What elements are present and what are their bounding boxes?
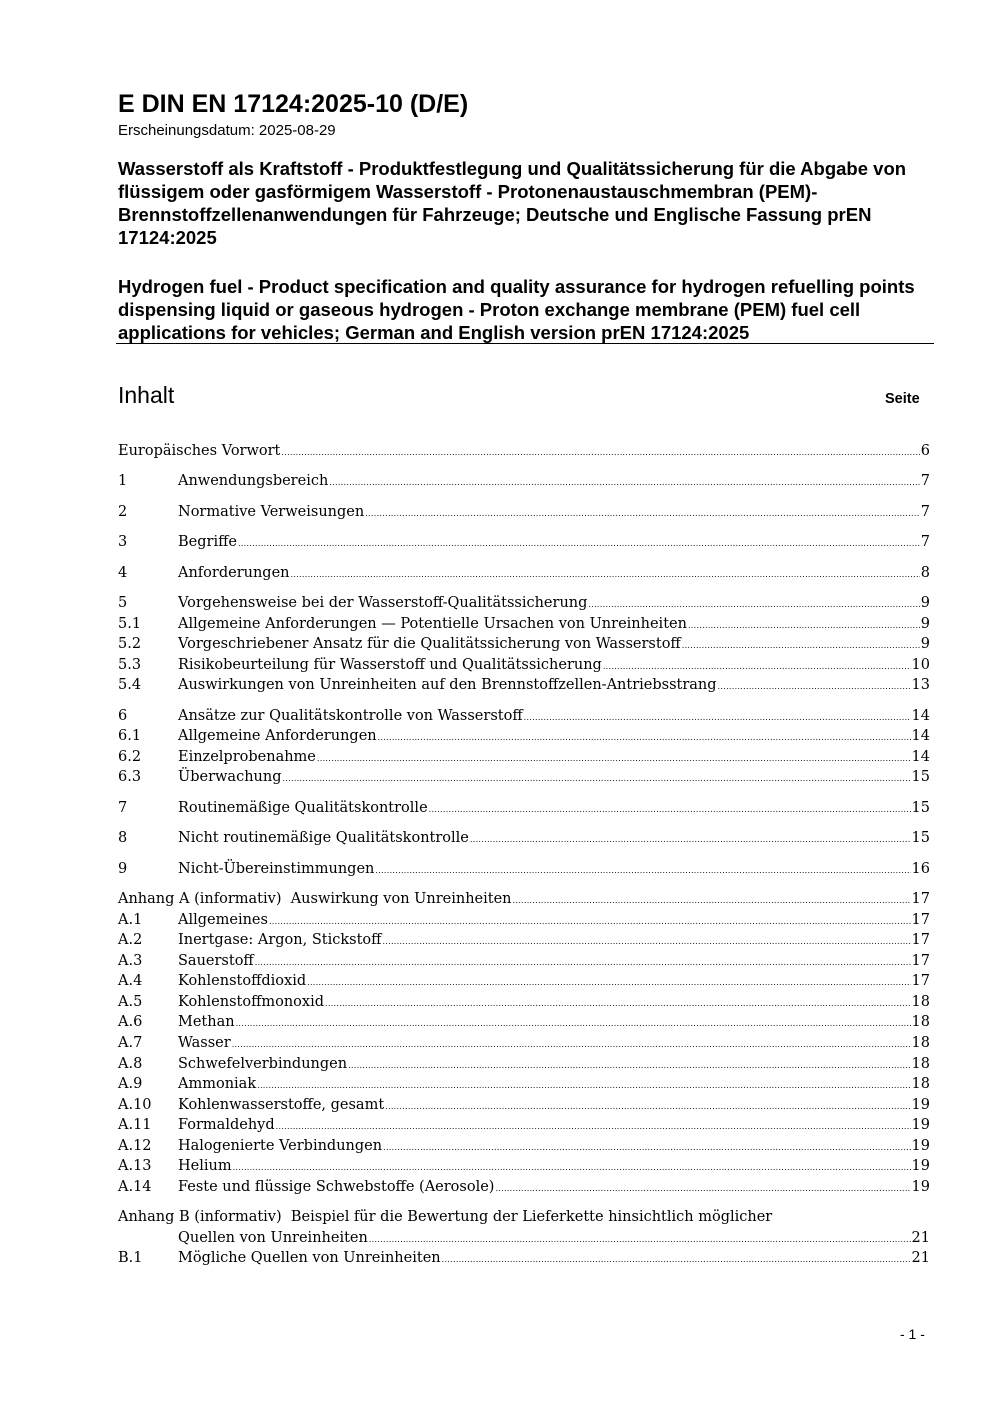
toc-entry[interactable] <box>118 798 930 818</box>
toc-entry[interactable] <box>118 1177 930 1197</box>
toc-entry-page: 17 <box>911 973 930 989</box>
toc-entry-page: 21 <box>911 1250 930 1266</box>
toc-entry[interactable] <box>118 1228 930 1248</box>
toc-entry-page: 19 <box>911 1117 930 1133</box>
toc-entry-title: Wasser <box>178 1035 231 1051</box>
toc-entry-page: 17 <box>911 953 930 969</box>
toc-entry-number: A.9 <box>118 1076 143 1092</box>
toc-entry-page: 17 <box>911 932 930 948</box>
toc-entry[interactable] <box>118 1095 930 1115</box>
toc-entry[interactable] <box>118 910 930 930</box>
toc-entry-title: Anwendungsbereich <box>178 473 329 489</box>
toc-entry-page: 17 <box>911 912 930 928</box>
toc-entry-title: Feste und flüssige Schwebstoffe (Aerosole) <box>178 1179 495 1195</box>
toc-entry-number: A.3 <box>118 953 143 969</box>
toc-entry-page: 6 <box>920 443 930 459</box>
toc-leader-dots <box>283 769 911 789</box>
toc-entry-title: Anhang B (informativ) Beispiel für die Bewertung der Lieferkette hinsichtlich möglicher <box>118 1209 773 1225</box>
title-divider <box>116 343 934 344</box>
toc-entry-page: 18 <box>911 994 930 1010</box>
toc-entry[interactable] <box>118 634 930 654</box>
toc-entry[interactable] <box>118 1033 930 1053</box>
toc-entry-title: Methan <box>178 1014 235 1030</box>
toc-entry-title: Routinemäßige Qualitätskontrolle <box>178 800 428 816</box>
toc-entry[interactable] <box>118 1207 930 1227</box>
toc-entry-page: 7 <box>920 473 930 489</box>
toc-entry-page: 18 <box>911 1035 930 1051</box>
toc-entry-title: Inertgase: Argon, Stickstoff <box>178 932 382 948</box>
toc-entry[interactable] <box>118 563 930 583</box>
toc-entry-page: 14 <box>911 728 930 744</box>
toc-leader-dots <box>365 504 920 524</box>
toc-entry-title: Begriffe <box>178 534 237 550</box>
toc-entry-number: 7 <box>118 800 128 816</box>
toc-entry-page: 18 <box>911 1056 930 1072</box>
toc-entry[interactable] <box>118 747 930 767</box>
toc-entry-title: Überwachung <box>178 769 282 785</box>
toc-entry-page: 21 <box>911 1230 930 1246</box>
toc-entry-page: 15 <box>911 830 930 846</box>
toc-entry-title: Schwefelverbindungen <box>178 1056 348 1072</box>
toc-entry-number: B.1 <box>118 1250 143 1266</box>
publication-date: Erscheinungsdatum: 2025-08-29 <box>118 122 336 139</box>
toc-entry-page: 10 <box>911 657 930 673</box>
toc-leader-dots <box>378 728 911 748</box>
toc-entry-title: Risikobeurteilung für Wasserstoff und Qualitätssicherung <box>178 657 602 673</box>
toc-leader-dots <box>236 1014 911 1034</box>
toc-leader-dots <box>281 443 919 463</box>
toc-entry-title: Allgemeine Anforderungen — Potentielle Ursachen von Unreinheiten <box>178 616 687 632</box>
toc-entry-page: 15 <box>911 769 930 785</box>
toc-entry-number: 1 <box>118 473 128 489</box>
toc-entry-page: 7 <box>920 504 930 520</box>
toc-leader-dots <box>238 534 920 554</box>
toc-entry-number: A.1 <box>118 912 143 928</box>
toc-leader-dots <box>325 994 911 1014</box>
toc-entry-page: 18 <box>911 1076 930 1092</box>
toc-entry-number: A.2 <box>118 932 143 948</box>
toc-entry-title: Sauerstoff <box>178 953 254 969</box>
toc-entry-page: 18 <box>911 1014 930 1030</box>
toc-entry-title: Vorgeschriebener Ansatz für die Qualitätssicherung von Wasserstoff <box>178 636 681 652</box>
toc-entry-page: 17 <box>911 891 930 907</box>
toc-entry-number: A.11 <box>118 1117 152 1133</box>
toc-entry-page: 19 <box>911 1158 930 1174</box>
toc-entry-number: A.14 <box>118 1179 152 1195</box>
toc-entry-number: A.10 <box>118 1097 152 1113</box>
toc-entry-title: Vorgehensweise bei der Wasserstoff-Qualitätssicherung <box>178 595 588 611</box>
toc-entry[interactable] <box>118 951 930 971</box>
toc-leader-dots <box>257 1076 910 1096</box>
toc-entry-number: 4 <box>118 565 128 581</box>
toc-leader-dots <box>291 565 920 585</box>
toc-entry-page: 14 <box>911 708 930 724</box>
toc-leader-dots <box>369 1230 911 1250</box>
toc-leader-dots <box>269 912 911 932</box>
toc-entry-title: Nicht-Übereinstimmungen <box>178 861 375 877</box>
toc-entry[interactable] <box>118 593 930 613</box>
toc-entry-title: Ansätze zur Qualitätskontrolle von Wasserstoff <box>178 708 523 724</box>
toc-entry[interactable] <box>118 655 930 675</box>
toc-entry-page: 9 <box>920 616 930 632</box>
toc-entry-title: Halogenierte Verbindungen <box>178 1138 383 1154</box>
toc-leader-dots <box>232 1035 911 1055</box>
document-id: E DIN EN 17124:2025-10 (D/E) <box>118 90 469 118</box>
toc-entry-number: A.13 <box>118 1158 152 1174</box>
toc-entry[interactable] <box>118 471 930 491</box>
toc-entry-number: 5.3 <box>118 657 142 673</box>
toc-leader-dots <box>718 677 911 697</box>
toc-entry-title: Auswirkungen von Unreinheiten auf den Brennstoffzellen-Antriebsstrang <box>178 677 717 693</box>
toc-entry-number: 2 <box>118 504 128 520</box>
toc-leader-dots <box>255 953 911 973</box>
toc-entry-page: 8 <box>920 565 930 581</box>
toc-leader-dots <box>348 1056 910 1076</box>
toc-entry-title: Kohlenstoffmonoxid <box>178 994 325 1010</box>
toc-entry-number: 6 <box>118 708 128 724</box>
toc-entry-page: 15 <box>911 800 930 816</box>
toc-entry-number: 8 <box>118 830 128 846</box>
toc-entry-title: Allgemeine Anforderungen <box>178 728 377 744</box>
toc-entry[interactable] <box>118 1012 930 1032</box>
toc-entry-page: 9 <box>920 636 930 652</box>
toc-entry[interactable] <box>118 502 930 522</box>
toc-entry-number: 6.3 <box>118 769 142 785</box>
toc-page-column-label: Seite <box>885 391 920 407</box>
toc-entry[interactable] <box>118 992 930 1012</box>
toc-entry[interactable] <box>118 930 930 950</box>
toc-entry-title: Normative Verweisungen <box>178 504 365 520</box>
toc-entry-title: Ammoniak <box>178 1076 257 1092</box>
toc-entry-title: Kohlenstoffdioxid <box>178 973 307 989</box>
toc-leader-dots <box>307 973 910 993</box>
toc-entry[interactable] <box>118 1136 930 1156</box>
toc-entry[interactable] <box>118 1156 930 1176</box>
toc-entry-number: A.4 <box>118 973 143 989</box>
toc-entry[interactable] <box>118 1054 930 1074</box>
toc-leader-dots <box>524 708 911 728</box>
toc-entry[interactable] <box>118 767 930 787</box>
toc-entry-title: Anhang A (informativ) Auswirkung von Unreinheiten <box>118 891 512 907</box>
toc-heading: Inhalt <box>118 382 175 408</box>
toc-entry[interactable] <box>118 532 930 552</box>
toc-entry[interactable] <box>118 1248 930 1268</box>
toc-leader-dots <box>276 1117 911 1137</box>
toc-leader-dots <box>682 636 920 656</box>
toc-entry[interactable] <box>118 1115 930 1135</box>
title-german: Wasserstoff als Kraftstoff - Produktfestlegung und Qualitätssicherung für die Abgabe von flüssigem oder gasförmigem Wasserstoff - Protonenaustauschmembran (PEM)-Brennstoffzellenanwendungen für Fahrzeuge; Deutsche und Englische Fassung prEN 17124:2025 <box>118 158 907 248</box>
toc-leader-dots <box>688 616 920 636</box>
toc-entry[interactable] <box>118 614 930 634</box>
toc-leader-dots <box>603 657 911 677</box>
toc-entry-page: 16 <box>911 861 930 877</box>
toc-entry-number: 5.2 <box>118 636 142 652</box>
toc-leader-dots <box>513 891 911 911</box>
toc-entry-title: Europäisches Vorwort <box>118 443 281 459</box>
toc-entry[interactable] <box>118 859 930 879</box>
toc-entry-title: Formaldehyd <box>178 1117 275 1133</box>
toc-entry-page: 7 <box>920 534 930 550</box>
toc-entry-title: Kohlenwasserstoffe, gesamt <box>178 1097 385 1113</box>
toc-entry-page: 19 <box>911 1138 930 1154</box>
toc-entry[interactable] <box>118 971 930 991</box>
toc-entry[interactable] <box>118 828 930 848</box>
toc-entry-page: 9 <box>920 595 930 611</box>
toc-entry-page: 13 <box>911 677 930 693</box>
toc-entry-page: 14 <box>911 749 930 765</box>
toc-entry-title: Einzelprobenahme <box>178 749 316 765</box>
toc-entry-title: Nicht routinemäßige Qualitätskontrolle <box>178 830 469 846</box>
toc-entry[interactable] <box>118 706 930 726</box>
toc-entry-number: 5.1 <box>118 616 142 632</box>
toc-entry-number: A.12 <box>118 1138 152 1154</box>
toc-leader-dots <box>329 473 919 493</box>
toc-entry[interactable] <box>118 889 930 909</box>
toc-leader-dots <box>588 595 919 615</box>
toc-leader-dots <box>383 1138 910 1158</box>
toc-entry-number: 6.1 <box>118 728 142 744</box>
title-english: Hydrogen fuel - Product specification and quality assurance for hydrogen refuelling points dispensing liquid or gaseous hydrogen - Proton exchange membrane (PEM) fuel cell applications for vehicles; German and English version prEN 17124:2025 <box>118 276 915 343</box>
toc-entry-number: 9 <box>118 861 128 877</box>
toc-leader-dots <box>233 1158 911 1178</box>
toc-leader-dots <box>470 830 911 850</box>
toc-entry-number: 5.4 <box>118 677 142 693</box>
toc-leader-dots <box>495 1179 910 1199</box>
toc-leader-dots <box>317 749 911 769</box>
toc-entry-title: Anforderungen <box>178 565 290 581</box>
toc-entry-number: A.8 <box>118 1056 143 1072</box>
toc-entry-title: Allgemeines <box>178 912 268 928</box>
toc-entry-title: Mögliche Quellen von Unreinheiten <box>178 1250 441 1266</box>
toc-leader-dots <box>442 1250 911 1270</box>
toc-entry-number: 5 <box>118 595 128 611</box>
toc-leader-dots <box>385 1097 910 1117</box>
toc-entry[interactable] <box>118 441 930 461</box>
toc-entry[interactable] <box>118 1074 930 1094</box>
toc-entry-number: A.6 <box>118 1014 143 1030</box>
toc-leader-dots <box>429 800 911 820</box>
toc-entry[interactable] <box>118 726 930 746</box>
toc-entry-number: A.7 <box>118 1035 143 1051</box>
toc-entry[interactable] <box>118 675 930 695</box>
toc-entry-number: 3 <box>118 534 128 550</box>
toc-entry-title: Helium <box>178 1158 232 1174</box>
toc-entry-number: 6.2 <box>118 749 142 765</box>
toc-leader-dots <box>375 861 910 881</box>
page-number: - 1 - <box>900 1326 925 1342</box>
toc-entry-title: Quellen von Unreinheiten <box>178 1230 368 1246</box>
toc-entry-page: 19 <box>911 1097 930 1113</box>
toc-leader-dots <box>382 932 910 952</box>
toc-entry-page: 19 <box>911 1179 930 1195</box>
toc-entry-number: A.5 <box>118 994 143 1010</box>
